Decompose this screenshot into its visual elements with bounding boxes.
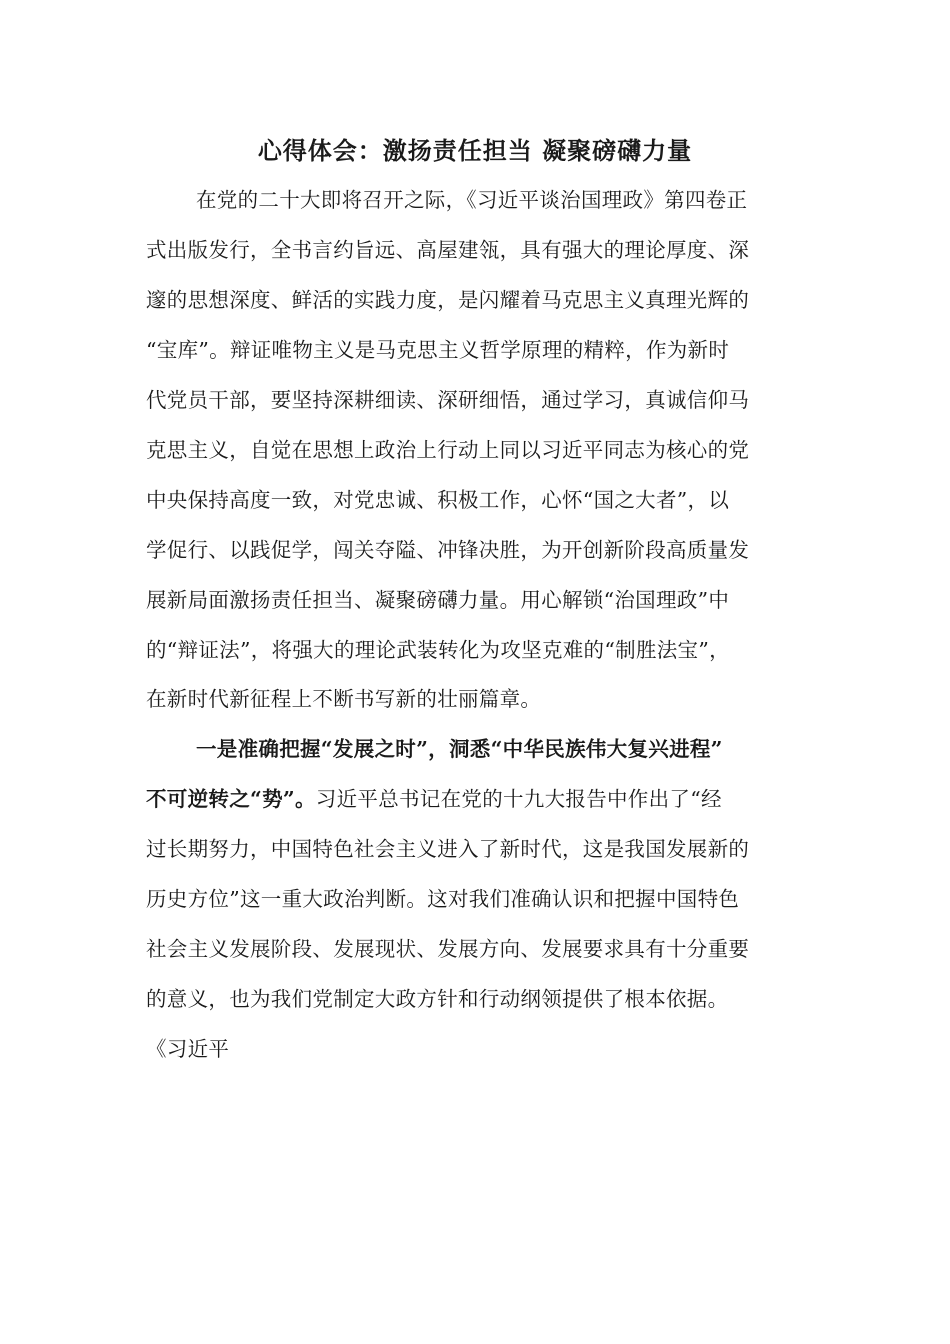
text-line: 克思主义，自觉在思想上政治上行动上同以习近平同志为核心的党 — [146, 438, 750, 462]
section-heading-continued: 不可逆转之“势”。 — [146, 787, 316, 811]
text-line-rest: 习近平总书记在党的十九大报告中作出了“经 — [315, 787, 722, 811]
text-line: 的“辩证法”，将强大的理论武装转化为攻坚克难的“制胜法宝”， — [146, 638, 730, 662]
text-line: 展新局面激扬责任担当、凝聚磅礴力量。用心解锁“治国理政”中 — [146, 588, 730, 612]
text-line: 在党的二十大即将召开之际，《习近平谈治国理政》第四卷正 — [196, 188, 748, 212]
section-heading: 一是准确把握“发展之时”，洞悉“中华民族伟大复兴进程” — [196, 737, 723, 761]
text-line: 代党员干部，要坚持深耕细读、深研细悟，通过学习，真诚信仰马 — [146, 388, 750, 412]
text-line: 在新时代新征程上不断书写新的壮丽篇章。 — [146, 687, 542, 711]
text-line: 社会主义发展阶段、发展现状、发展方向、发展要求具有十分重要 — [146, 937, 750, 961]
text-line: 历史方位”这一重大政治判断。这对我们准确认识和把握中国特色 — [146, 887, 740, 911]
text-line: “宝库”。辩证唯物主义是马克思主义哲学原理的精粹，作为新时 — [146, 338, 730, 362]
text-line — [146, 784, 826, 814]
text-line: 中央保持高度一致，对党忠诚、积极工作，心怀“国之大者”，以 — [146, 488, 730, 512]
text-line: 邃的思想深度、鲜活的实践力度，是闪耀着马克思主义真理光辉的 — [146, 288, 750, 312]
text-line: 学促行、以践促学，闯关夺隘、冲锋决胜，为开创新阶段高质量发 — [146, 538, 750, 562]
text-line: 的意义，也为我们党制定大政方针和行动纲领提供了根本依据。 — [146, 987, 729, 1011]
document-title: 心得体会：激扬责任担当 凝聚磅礴力量 — [257, 136, 693, 165]
text-line: 过长期努力，中国特色社会主义进入了新时代，这是我国发展新的 — [146, 837, 750, 861]
text-line: 式出版发行，全书言约旨远、高屋建瓴，具有强大的理论厚度、深 — [146, 238, 750, 262]
text-line: 《习近平 — [146, 1037, 230, 1061]
